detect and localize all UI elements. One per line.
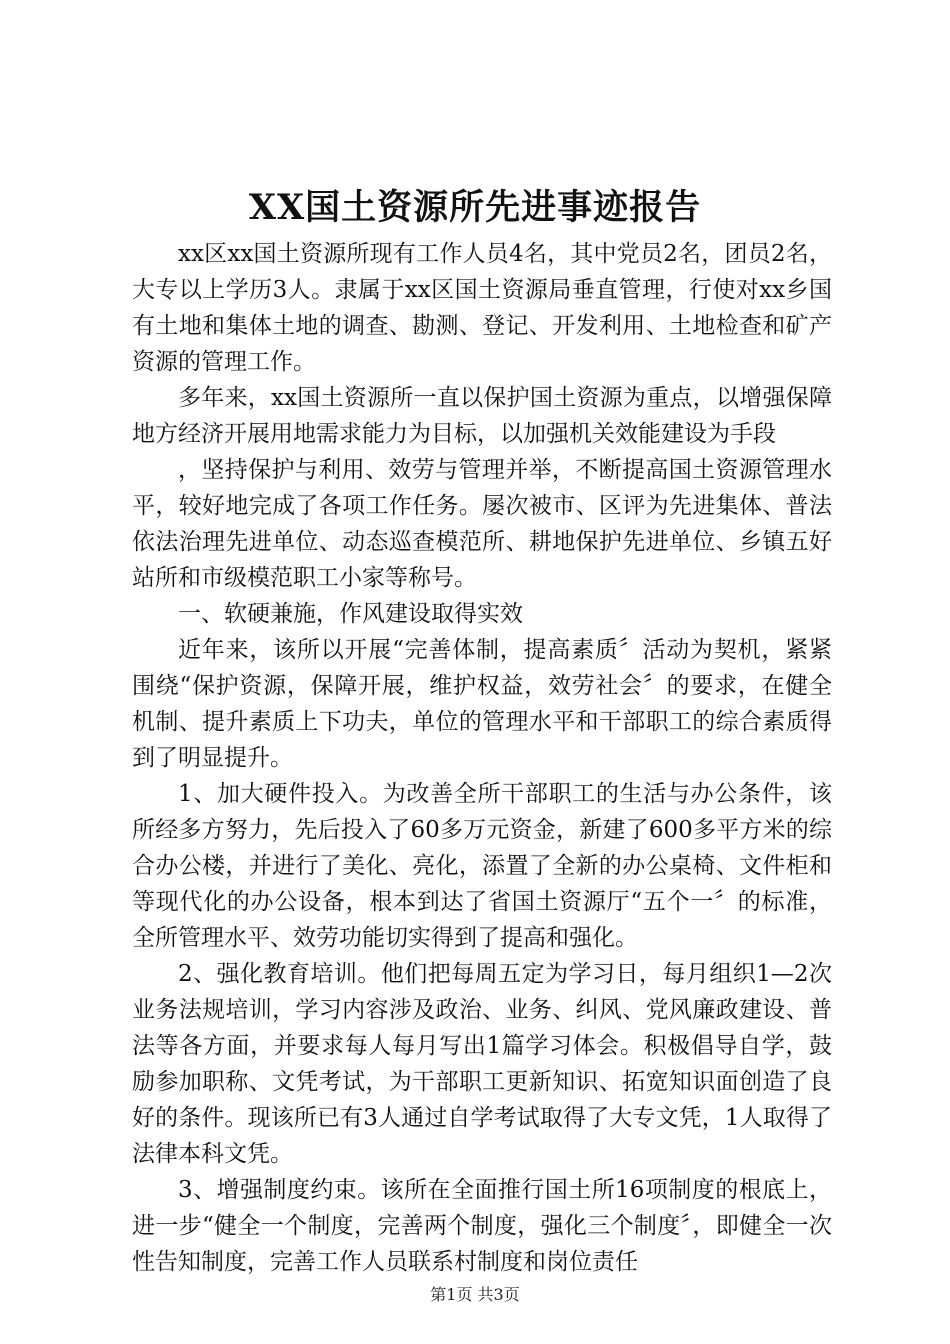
paragraph: 近年来，该所以开展“完善体制，提高素质〞活动为契机，紧紧围绕“保护资源，保障开展，维护权益，效劳社会〞的要求，在健全机制、提升素质上下功夫，单位的管理水平和干部职工的综合素质得到了明显提升。 (132, 637, 832, 771)
paragraph: xx区xx国土资源所现有工作人员4名，其中党员2名，团员2名，大专以上学历3人。隶属于xx区国土资源局垂直管理，行使对xx乡国有土地和集体土地的调查、勘测、登记、开发利用、土地检查和矿产资源的管理工作。 (132, 241, 832, 375)
document-body (132, 236, 832, 1280)
page-footer: 第1页 共3页 (430, 1285, 520, 1304)
paragraph: 1、加大硬件投入。为改善全所干部职工的生活与办公条件，该所经多方努力，先后投入了60多万元资金，新建了600多平方米的综合办公楼，并进行了美化、亮化，添置了全新的办公桌椅、文件柜和等现代化的办公设备，根本到达了省国土资源厅“五个一〞的标准，全所管理水平、效劳功能切实得到了提高和强化。 (132, 781, 832, 951)
paragraph: 2、强化教育培训。他们把每周五定为学习日，每月组织1—2次业务法规培训，学习内容涉及政治、业务、纠风、党风廉政建设、普法等各方面，并要求每人每月写出1篇学习体会。积极倡导自学，鼓励参加职称、文凭考试，为干部职工更新知识、拓宽知识面创造了良好的条件。现该所已有3人通过自学考试取得了大专文凭，1人取得了法律本科文凭。 (132, 961, 832, 1167)
paragraph: 3、增强制度约束。该所在全面推行国土所16项制度的根底上，进一步“健全一个制度，完善两个制度，强化三个制度〞，即健全一次性告知制度，完善工作人员联系村制度和岗位责任 (132, 1177, 832, 1275)
section-heading: 一、软硬兼施，作风建设取得实效 (178, 601, 523, 627)
paragraph: 多年来，xx国土资源所一直以保护国土资源为重点，以增强保障地方经济开展用地需求能力为目标，以加强机关效能建设为手段 (132, 385, 832, 447)
paragraph: ，坚持保护与利用、效劳与管理并举，不断提高国土资源管理水平，较好地完成了各项工作任务。屡次被市、区评为先进集体、普法依法治理先进单位、动态巡查模范所、耕地保护先进单位、乡镇五好站所和市级模范职工小家等称号。 (132, 457, 832, 591)
document-title: XX国土资源所先进事迹报告 (248, 187, 702, 228)
